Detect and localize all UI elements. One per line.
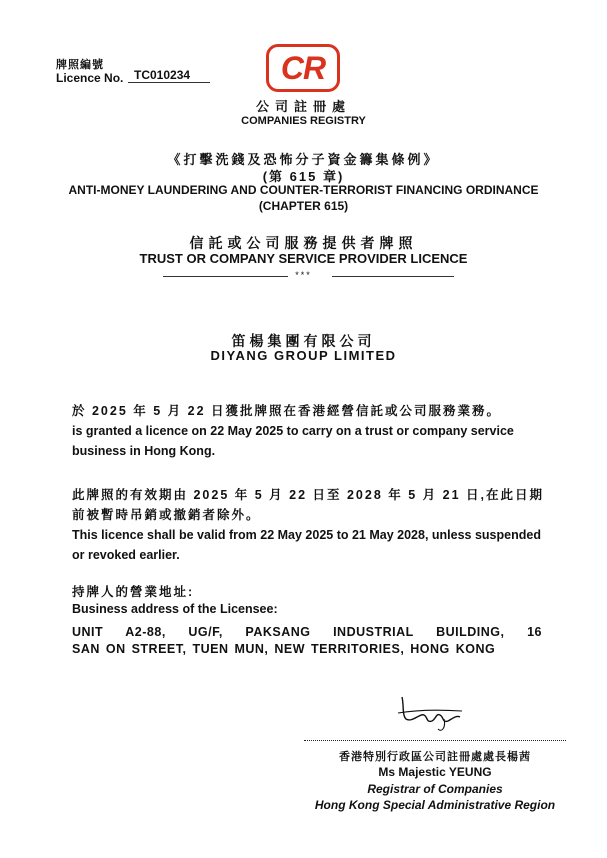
address-line-2: SAN ON STREET, TUEN MUN, NEW TERRITORIES, HONG KONG bbox=[72, 642, 496, 656]
address-labels bbox=[72, 584, 552, 618]
address-label-zh: 持牌人的營業地址: bbox=[72, 585, 195, 599]
business-address bbox=[72, 624, 542, 658]
signatory-name: Ms Majestic YEUNG bbox=[378, 765, 492, 779]
ordinance-chapter-en: (CHAPTER 615) bbox=[258, 199, 349, 213]
signature-line bbox=[304, 740, 566, 741]
address-label-en: Business address of the Licensee: bbox=[72, 602, 278, 616]
licence-number-value: TC010234 bbox=[128, 68, 210, 83]
signatory-role: Registrar of Companies bbox=[367, 782, 503, 796]
divider-stars: *** bbox=[295, 270, 312, 280]
grant-statement bbox=[72, 401, 552, 461]
validity-statement-zh: 此牌照的有效期由 2025 年 5 月 22 日至 2028 年 5 月 21 日,在此日期前被暫時吊銷或撤銷者除外。 bbox=[72, 488, 544, 522]
licence-number-label-en: Licence No. bbox=[56, 71, 124, 85]
grant-statement-zh: 於 2025 年 5 月 22 日獲批牌照在香港經營信託或公司服務業務。 bbox=[72, 404, 502, 418]
issuer-name-en: COMPANIES REGISTRY bbox=[241, 115, 366, 127]
ordinance-chapter-zh: (第 615 章) bbox=[262, 169, 345, 184]
registrar-signature bbox=[390, 683, 470, 735]
signatory-title-zh: 香港特別行政區公司註冊處處長楊茜 bbox=[339, 751, 531, 763]
logo-text: CR bbox=[280, 49, 326, 86]
ordinance-title-zh: 《打擊洗錢及恐怖分子資金籌集條例》 bbox=[167, 152, 440, 167]
licensee-name-zh: 笛楊集團有限公司 bbox=[231, 333, 376, 349]
signatory-region: Hong Kong Special Administrative Region bbox=[314, 798, 556, 812]
validity-statement-en: This licence shall be valid from 22 May 2025 to 21 May 2028, unless suspended or revoked earlier. bbox=[72, 528, 541, 562]
validity-statement bbox=[72, 485, 552, 565]
licence-title-en: TRUST OR COMPANY SERVICE PROVIDER LICENCE bbox=[139, 251, 468, 266]
licence-title-zh: 信託或公司服務提供者牌照 bbox=[189, 235, 418, 251]
divider-right bbox=[332, 276, 454, 277]
companies-registry-logo bbox=[266, 44, 340, 92]
licensee-name-en: DIYANG GROUP LIMITED bbox=[210, 348, 397, 363]
grant-statement-en: is granted a licence on 22 May 2025 to carry on a trust or company service business in Hong Kong. bbox=[72, 424, 514, 458]
address-line-1: UNIT A2-88, UG/F, PAKSANG INDUSTRIAL BUILDING, 16 bbox=[72, 625, 542, 639]
licence-number-label-zh: 牌照編號 bbox=[56, 59, 104, 71]
ordinance-title-en: ANTI-MONEY LAUNDERING AND COUNTER-TERRORIST FINANCING ORDINANCE bbox=[68, 183, 539, 197]
issuer-name-zh: 公司註冊處 bbox=[255, 99, 351, 114]
